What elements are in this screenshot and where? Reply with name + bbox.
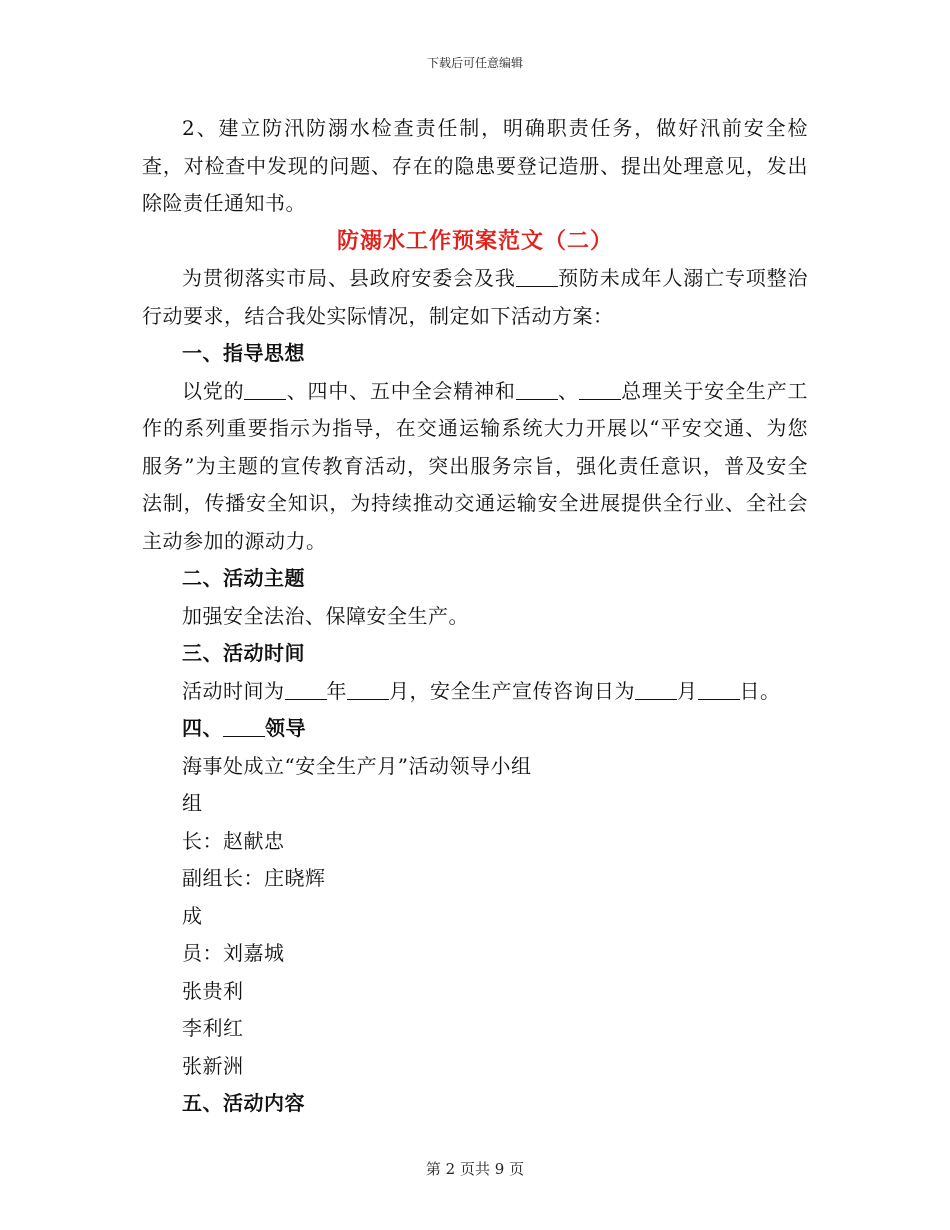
fill-blank xyxy=(223,718,265,737)
leadership-line: 张贵利 xyxy=(182,978,244,1003)
fill-blank xyxy=(347,681,389,700)
text-segment: 月，安全生产宣传咨询日为 xyxy=(389,678,635,703)
paragraph-purpose xyxy=(142,260,808,335)
intro-paragraph: 2、建立防汛防溺水检查责任制，明确职责任务，做好汛前安全检查，对检查中发现的问题、存在的隐患要登记造册、提出处理意见，发出除险责任通知书。 xyxy=(142,116,808,215)
leadership-line: 海事处成立“安全生产月”活动领导小组 xyxy=(182,753,532,778)
text-segment: 预防未成年人溺亡专项整治行动要求，结合我处实际情况，制定如下活动方案： xyxy=(142,266,809,328)
fill-blank xyxy=(516,268,558,287)
leadership-line: 成 xyxy=(182,903,203,928)
fill-blank xyxy=(516,381,558,400)
leadership-line: 副组长：庄晓辉 xyxy=(182,866,326,890)
page-footer: 第 2 页共 9 页 xyxy=(425,1160,525,1178)
text-segment: 、 xyxy=(557,378,579,403)
document-body xyxy=(142,110,808,1123)
text-segment: 总理关于安全生产工作的系列重要指示为指导，在交通运输系统大力开展以“平安交通、为您服务”为主题的宣传教育活动，突出服务宗旨，强化责任意识，普及安全法制，传播安全知识，为持续推动交通运输安全进展提供全行业、全社会主动参加的源动力。 xyxy=(142,378,809,553)
leadership-line: 员：刘嘉城 xyxy=(182,941,285,965)
text-segment: 、四中、五中全会精神和 xyxy=(286,378,516,403)
leadership-line: 李利红 xyxy=(182,1016,244,1040)
page-header: 下载后可任意编辑 xyxy=(426,56,523,70)
section-heading-guiding-ideology: 一、指导思想 xyxy=(182,341,305,365)
text-segment: 活动时间为 xyxy=(182,678,285,703)
paragraph-activity-theme: 加强安全法治、保障安全生产。 xyxy=(182,603,469,628)
fill-blank xyxy=(285,681,327,700)
leadership-line: 张新洲 xyxy=(182,1053,244,1078)
section-heading-activity-theme: 二、活动主题 xyxy=(182,566,305,590)
section-heading-activity-content: 五、活动内容 xyxy=(182,1091,305,1115)
paragraph-guiding-ideology xyxy=(142,373,808,561)
text-segment: 四、 xyxy=(182,716,223,740)
text-segment: 以党的 xyxy=(182,378,245,403)
text-segment: 领导 xyxy=(265,716,306,740)
paragraph-activity-time xyxy=(142,673,808,711)
fill-blank xyxy=(244,381,286,400)
fill-blank xyxy=(635,681,677,700)
section-heading-activity-time: 三、活动时间 xyxy=(182,641,305,665)
text-segment: 为贯彻落实市局、县政府安委会及我 xyxy=(182,266,516,290)
text-segment: 月 xyxy=(677,678,698,703)
document-title: 防溺水工作预案范文（二） xyxy=(336,227,613,254)
leadership-line: 组 xyxy=(182,791,203,815)
text-segment: 日。 xyxy=(739,678,781,703)
section-heading-leadership xyxy=(142,710,808,748)
fill-blank xyxy=(579,381,621,400)
fill-blank xyxy=(698,681,740,700)
leadership-line: 长：赵献忠 xyxy=(182,828,285,853)
text-segment: 年 xyxy=(326,678,347,703)
